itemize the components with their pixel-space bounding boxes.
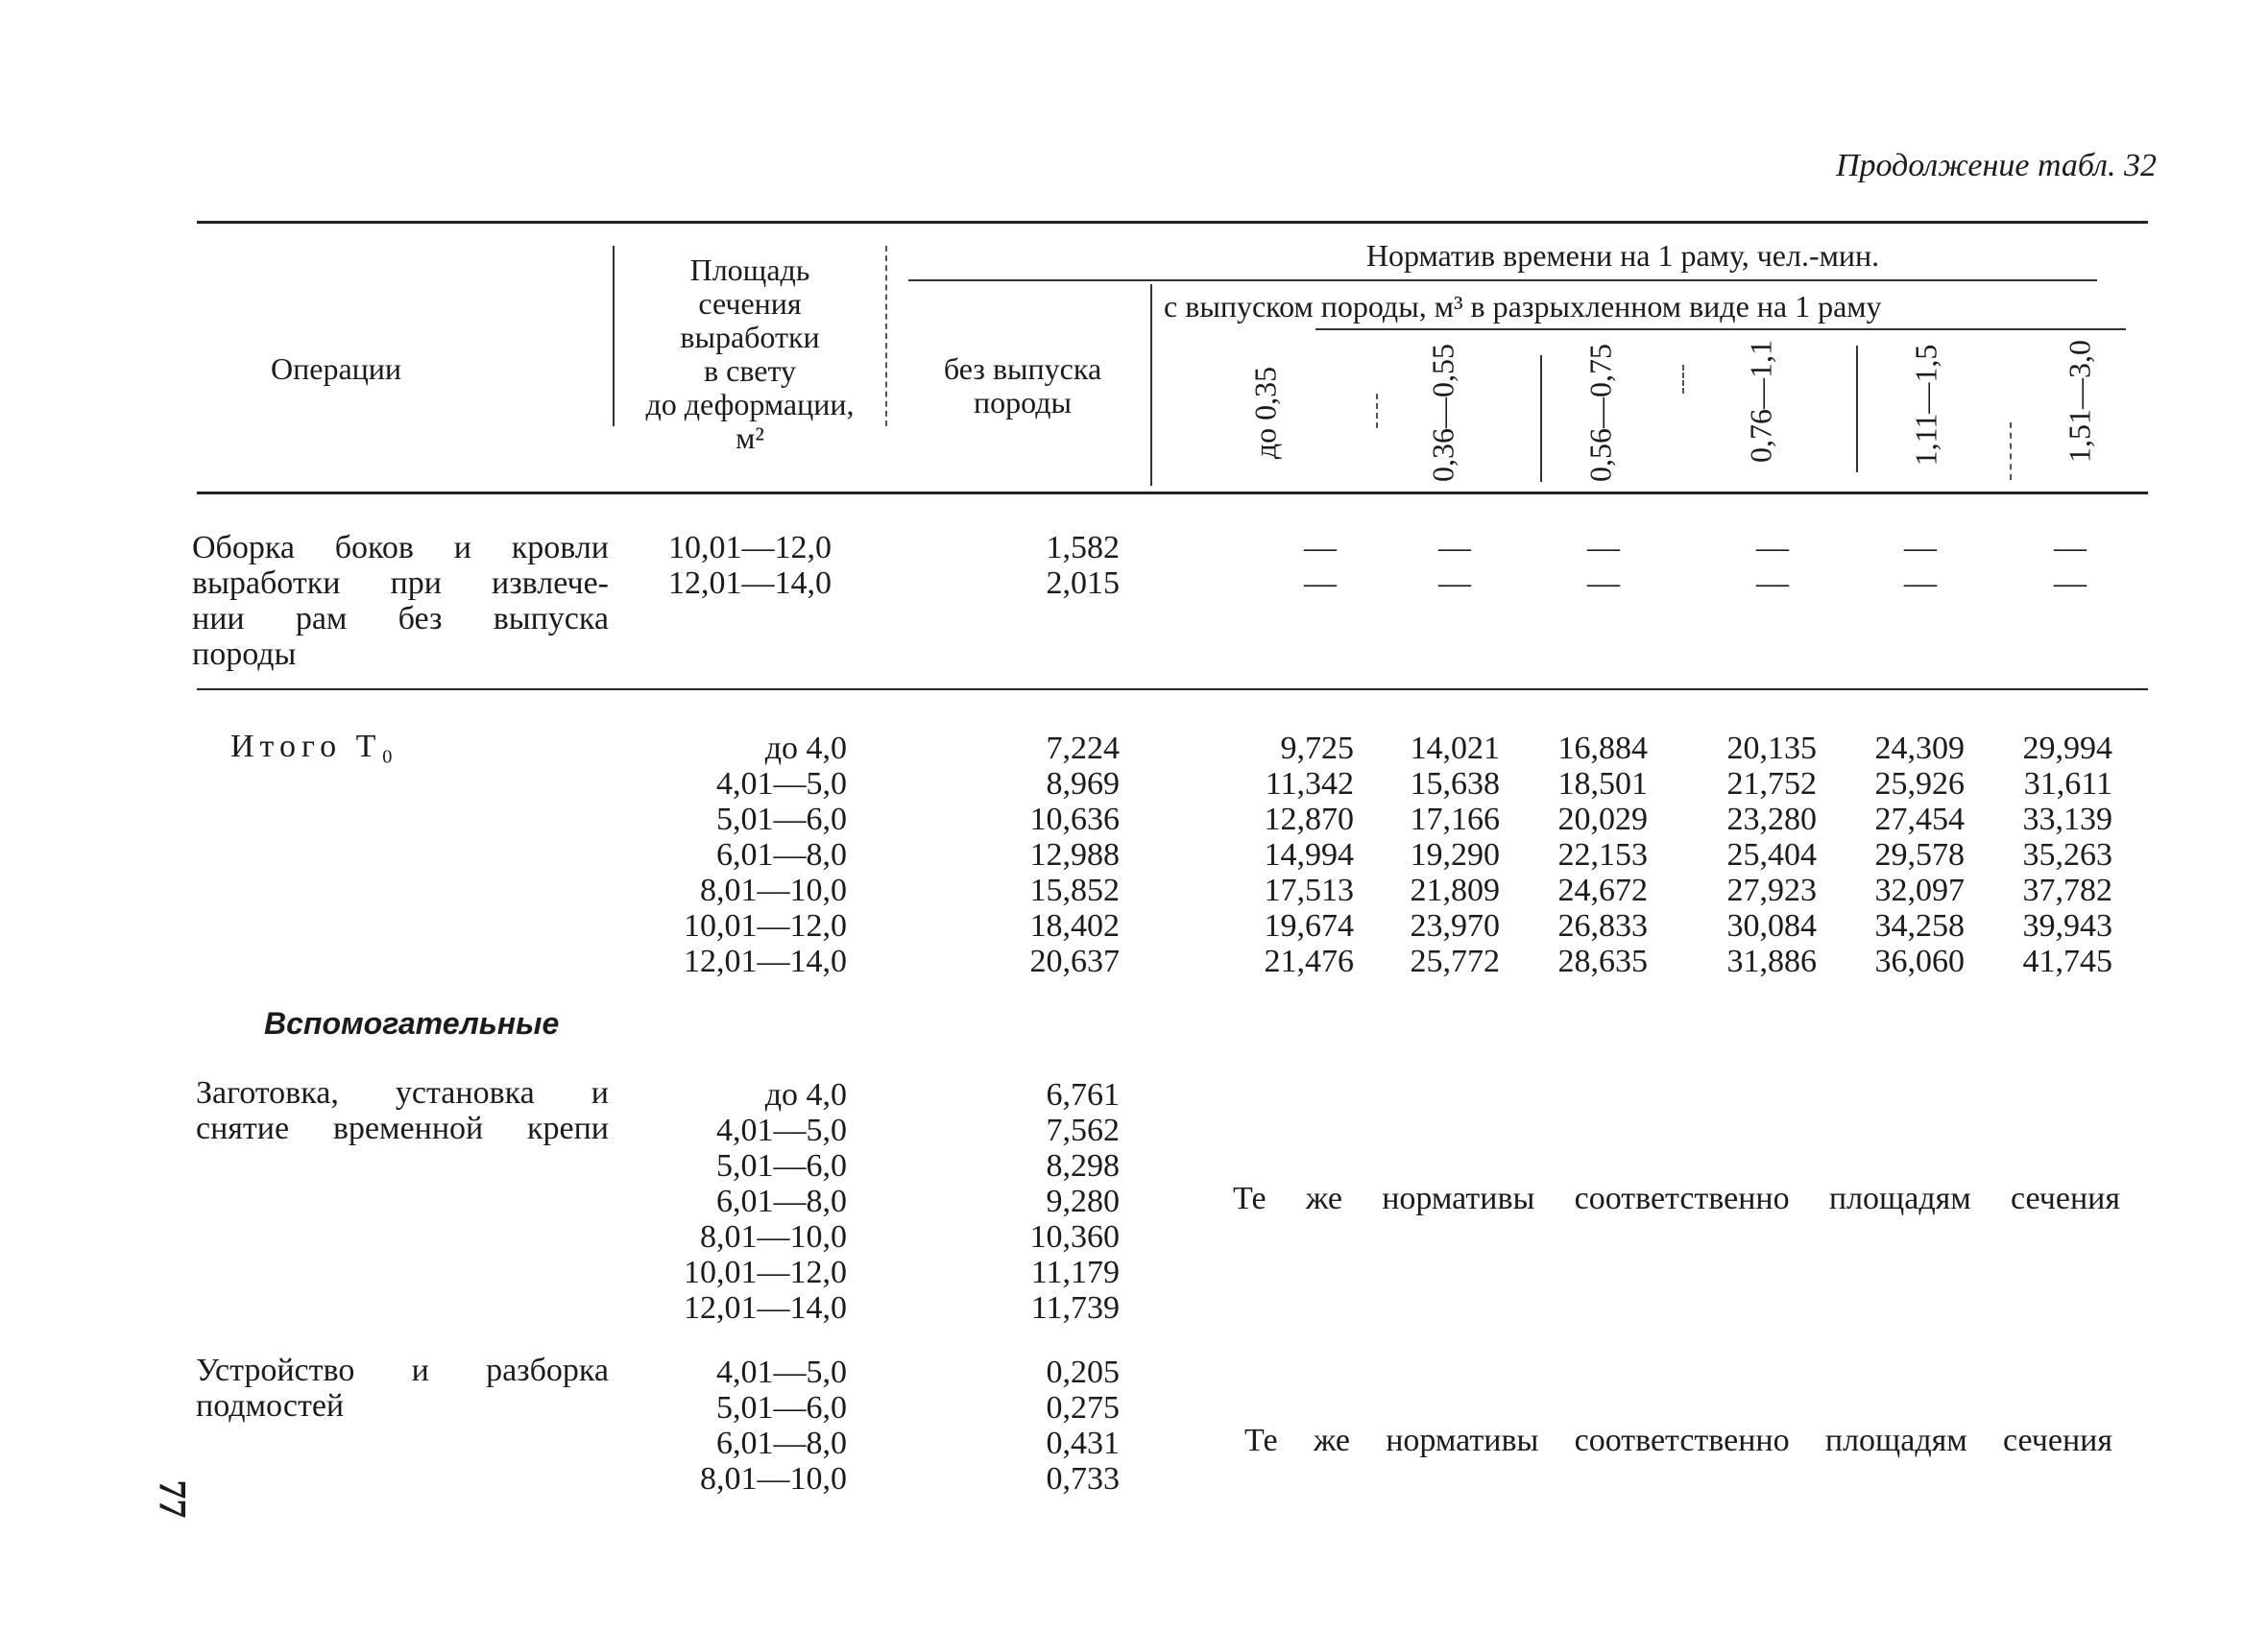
header-norm-title: Норматив времени на 1 раму, чел.-мин. (1365, 238, 1880, 273)
separator-range-5 (2010, 422, 2012, 480)
section-rule (197, 688, 2148, 690)
section3-noout: 6,761 7,562 8,298 9,280 10,360 11,179 11,739 (1029, 1077, 1120, 1326)
auxiliary-heading: Вспомогательные (264, 1006, 560, 1041)
section3-note: Те же нормативы соответственно площадям сечения (1233, 1181, 2120, 1216)
section2-col4: 20,135 21,752 23,280 25,404 27,923 30,084 31,886 (1726, 731, 1817, 979)
section1-dashes-c6: — — (2054, 530, 2087, 601)
section2-col1: 9,725 11,342 12,870 14,994 17,513 19,674 21,476 (1264, 731, 1354, 979)
section1-operation: Оборка боков и кровли выработки при извлече- нии рам без выпуска породы (192, 530, 609, 672)
section4-operation: Устройство и разборка подмостей (196, 1353, 609, 1424)
section2-col6: 29,994 31,611 33,139 35,263 37,782 39,943 41,745 (2022, 731, 2112, 979)
with-output-rule (1315, 328, 2126, 330)
continuation-caption: Продолжение табл. 32 (1835, 148, 2157, 183)
section3-operation: Заготовка, установка и снятие временной крепи (196, 1075, 609, 1146)
header-no-output: без выпуска породы (943, 351, 1102, 420)
section1-dashes-c3: — — (1587, 530, 1620, 601)
norm-rule (908, 279, 2097, 281)
section4-noout: 0,205 0,275 0,431 0,733 (1046, 1355, 1120, 1497)
separator-range-3 (1682, 365, 1684, 394)
section2-areas: до 4,0 4,01—5,0 5,01—6,0 6,01—8,0 8,01—10,0 10,01—12,0 12,01—14,0 (684, 731, 847, 979)
section2-col2: 14,021 15,638 17,166 19,290 21,809 23,970 25,772 (1410, 731, 1500, 979)
section1-dashes-c2: — — (1438, 530, 1471, 601)
page-number: 77 (151, 1479, 195, 1519)
section3-areas: до 4,0 4,01—5,0 5,01—6,0 6,01—8,0 8,01—10,0 10,01—12,0 12,01—14,0 (684, 1077, 847, 1326)
top-rule (197, 221, 2148, 224)
header-bottom-rule (197, 492, 2148, 494)
header-with-output: с выпуском породы, м³ в разрыхленном виде на 1 раму (1164, 289, 1882, 324)
separator-range-2 (1540, 355, 1542, 482)
section2-noout: 7,224 8,969 10,636 12,988 15,852 18,402 20,637 (1029, 731, 1120, 979)
header-area: Площадь сечения выработки в свету до деформации, м² (645, 252, 855, 455)
section1-dashes-c5: — — (1904, 530, 1937, 601)
section4-areas: 4,01—5,0 5,01—6,0 6,01—8,0 8,01—10,0 (700, 1355, 847, 1497)
separator-range-1 (1376, 394, 1378, 428)
section2-operation: Итого T₀ (230, 729, 399, 764)
section2-col3: 16,884 18,501 20,029 22,153 24,672 26,833 28,635 (1557, 731, 1648, 979)
section1-areas: 10,01—12,0 12,01—14,0 (668, 530, 832, 601)
separator-range-4 (1856, 346, 1858, 472)
section4-note: Те же нормативы соответственно площадям сечения (1244, 1423, 2112, 1458)
section1-dashes-c4: — — (1756, 530, 1789, 601)
section1-noout: 1,582 2,015 (1046, 530, 1120, 601)
section2-col5: 24,309 25,926 27,454 29,578 32,097 34,258 36,060 (1874, 731, 1965, 979)
section1-dashes-c1: — — (1304, 530, 1337, 601)
header-operations: Операции (271, 351, 402, 386)
